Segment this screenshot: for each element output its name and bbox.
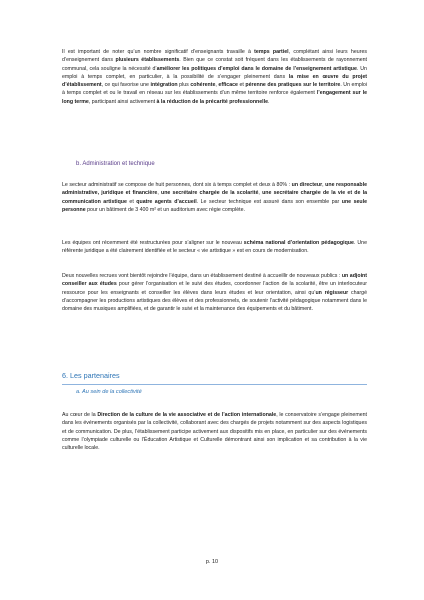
text-run: et [126, 198, 137, 205]
text-run: , ce qui favorise une [101, 82, 151, 89]
bold-run: efficace [218, 82, 238, 89]
paragraph-new-recruits [62, 272, 367, 313]
bold-run: à la réduction de la précarité professionnelle [156, 98, 268, 105]
text-run: , [215, 82, 219, 89]
bold-run: une seule personne [62, 198, 368, 213]
text-run: . Le secteur technique est assuré dans son ensemble par [196, 198, 342, 205]
bold-run: une secrétaire chargée de la scolarité [160, 190, 259, 197]
text-run: , [157, 190, 161, 197]
text-run: plus [177, 82, 191, 89]
text-run: . Un emploi à temps complet et ou le travail en réseau sur les établissements d’un même territoire renforce également [62, 82, 368, 97]
text-run: Il est important de noter qu’un nombre significatif d’enseignants travaille à [62, 49, 255, 55]
text-run: , complétant ainsi leurs heures d’enseignement dans [62, 49, 367, 64]
paragraph-text [62, 272, 367, 313]
text-run: , [258, 190, 263, 197]
bold-run: pérenne des pratiques sur le territoire [245, 82, 341, 89]
section-divider [62, 384, 367, 385]
bold-run: schéma national d’orientation pédagogique [243, 240, 354, 246]
bold-run: Direction de la culture de la vie associative et de l’action internationale [97, 412, 277, 418]
bold-run: l’engagement sur le long terme [62, 90, 367, 105]
paragraph-culture-direction [62, 411, 367, 452]
subsection-heading-administration: b. Administration et technique [76, 161, 155, 167]
paragraph-restructuring [62, 239, 367, 256]
section-heading-partners: 6. Les partenaires [62, 371, 120, 380]
text-run: chargé d’accompagner les productions artistiques des élèves et des professionnels, de soutenir l’activité pédagogique notamment dans le domaine des musiques amplifiées, et de garantir le suivi et la maintenance des équipements et du bâtiment. [62, 289, 368, 313]
paragraph-administrative-staff [62, 181, 367, 214]
text-run: pour un bâtiment de 3 400 m² et un auditorium avec régie complète. [85, 206, 245, 213]
paragraph-text [62, 181, 367, 214]
text-run: . Une référente juridique a été clairement identifiée et le secteur « vie artistique » est en cours de modernisation. [62, 240, 367, 255]
paragraph-part-time-teachers [62, 48, 367, 106]
subsection-heading-collectivity: a. Au sein de la collectivité [76, 389, 142, 395]
bold-run: un adjoint conseiller aux études [62, 273, 367, 288]
paragraph-text [62, 239, 367, 256]
text-run: Deux nouvelles recrues vont bientôt rejoindre l’équipe, dans un établissement destiné à accueillir de nouveaux publics : [62, 273, 342, 279]
text-run: Le secteur administratif se compose de huit personnes, dont six à temps complet et deux à 80% : [62, 182, 292, 188]
page-number: p. 10 [205, 559, 219, 565]
text-run: pour gérer l’organisation et le suivi des études, coordonner l’action de la scolarité, être un interlocuteur ressource pour les enseignants et conseiller les élèves dans leurs études et leur orientation, ainsi qu’ [62, 281, 367, 296]
text-run: , [322, 182, 326, 188]
text-run: . Bien que ce constat soit fréquent dans les établissements de rayonnement communal, cela souligne la nécessité d’ [62, 57, 368, 72]
bold-run: un directeur [291, 182, 323, 188]
text-run: Les équipes ont récemment été restructurées pour s’aligner sur le nouveau [62, 240, 244, 246]
paragraph-text [62, 48, 367, 106]
bold-run: cohérente [190, 82, 216, 89]
bold-run: plusieurs établissements [115, 57, 180, 64]
text-run: et [237, 82, 246, 89]
bold-run: quatre agents d’accueil [136, 198, 197, 205]
text-run: . Un emploi à temps complet, en particulier, à la possibilité de s’engager pleinement dans [62, 65, 367, 80]
bold-run: intégration [150, 82, 178, 89]
bold-run: améliorer les politiques d’emploi dans le domaine de l’enseignement artistique [156, 65, 357, 72]
text-run: . [268, 98, 270, 105]
bold-run: un régisseur [315, 289, 349, 296]
bold-run: une responsable administrative, juridique et financière [62, 182, 367, 197]
bold-run: la mise en œuvre du projet d’établissement [62, 73, 367, 89]
paragraph-text [62, 411, 367, 452]
bold-run: temps partiel [254, 49, 289, 55]
text-run: , le conservatoire s’engage pleinement dans les événements organisés par la collectivité, collaborant avec des chargés de projets notamment sur des aspects logistiques et de communication. De plus, l’établissement participe activement aux dispositifs mis en place, en particulier sur des événements comme l’olympiade culturelle ou l’Éducation Artistique et Culturelle démontrant ainsi son implication et sa contribution à la vie culturelle locale. [62, 412, 367, 452]
text-run: Au cœur de la [62, 412, 98, 418]
text-run: , participant ainsi activement [88, 98, 157, 105]
bold-run: une secrétaire chargée de la vie et de la communication artistique [62, 190, 367, 205]
